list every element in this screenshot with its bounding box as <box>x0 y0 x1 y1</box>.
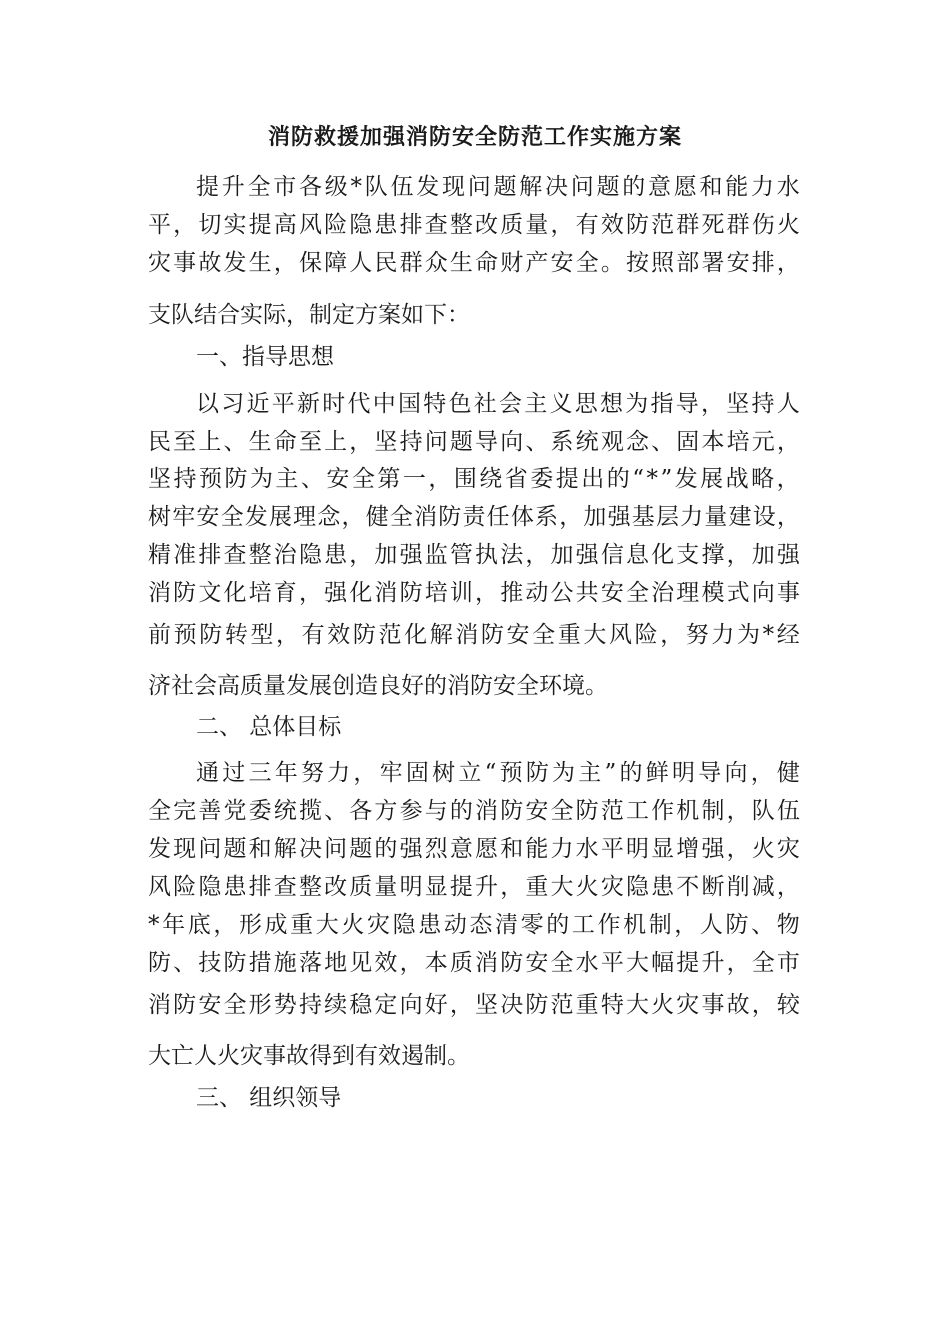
text-line: 平 ， 切 实 提 高 风 险 隐 患 排 查 整 改 质 量 ， 有 效 防 范 群 死 群 伤 火 <box>148 212 800 238</box>
text-line: 支队结合实际，制定方案如下： <box>148 302 470 328</box>
text-line: 发 现 问 题 和 解 决 问 题 的 强 烈 意 愿 和 能 力 水 平 明 显 增 强 ， 火 灾 <box>148 836 800 862</box>
section-heading: 二、 总体目标 <box>196 714 342 740</box>
text-line: 大亡人火灾事故得到有效遏制。 <box>148 1043 470 1069</box>
text-line: 精 准 排 查 整 治 隐 患 ， 加 强 监 管 执 法 ， 加 强 信 息 化 支 撑 ， 加 强 <box>148 542 800 568</box>
text-line: 提 升 全 市 各 级 * 队 伍 发 现 问 题 解 决 问 题 的 意 愿 和 能 力 水 <box>196 174 800 200</box>
text-line: 树 牢 安 全 发 展 理 念 ， 健 全 消 防 责 任 体 系 ， 加 强 基 层 力 量 建 设 ， <box>148 504 800 530</box>
text-line: 风 险 隐 患 排 查 整 改 质 量 明 显 提 升 ， 重 大 火 灾 隐 患 不 断 削 减 ， <box>148 874 800 900</box>
text-line: 灾 事 故 发 生 ， 保 障 人 民 群 众 生 命 财 产 安 全 。 按 照 部 署 安 排 ， <box>148 250 800 276</box>
text-line: 民 至 上 、 生 命 至 上 ， 坚 持 问 题 导 向 、 系 统 观 念 、 固 本 培 元 ， <box>148 429 800 455</box>
text-line: 防 、 技 防 措 施 落 地 见 效 ， 本 质 消 防 安 全 水 平 大 幅 提 升 ， 全 市 <box>148 950 800 976</box>
text-line: 通 过 三 年 努 力 ， 牢 固 树 立 “ 预 防 为 主 ” 的 鲜 明 导 向 ， 健 <box>196 760 800 786</box>
text-line: 济社会高质量发展创造良好的消防安全环境。 <box>148 673 608 699</box>
text-line: 前 预 防 转 型 ， 有 效 防 范 化 解 消 防 安 全 重 大 风 险 ， 努 力 为 * 经 <box>148 622 800 648</box>
text-line: * 年 底 ， 形 成 重 大 火 灾 隐 患 动 态 清 零 的 工 作 机 制 ， 人 防 、 物 <box>148 912 800 938</box>
text-line: 以 习 近 平 新 时 代 中 国 特 色 社 会 主 义 思 想 为 指 导 ， 坚 持 人 <box>196 391 800 417</box>
text-line: 消 防 安 全 形 势 持 续 稳 定 向 好 ， 坚 决 防 范 重 特 大 火 灾 事 故 ， 较 <box>148 992 800 1018</box>
text-line: 全 完 善 党 委 统 揽 、 各 方 参 与 的 消 防 安 全 防 范 工 作 机 制 ， 队 伍 <box>148 798 800 824</box>
document-title: 消防救援加强消防安全防范工作实施方案 <box>267 124 682 150</box>
text-line: 坚 持 预 防 为 主 、 安 全 第 一 ， 围 绕 省 委 提 出 的 “ * ” 发 展 战 略 ， <box>148 466 800 492</box>
section-heading: 一、指导思想 <box>196 344 334 370</box>
text-line: 消 防 文 化 培 育 ， 强 化 消 防 培 训 ， 推 动 公 共 安 全 治 理 模 式 向 事 <box>148 580 800 606</box>
section-heading: 三、 组织领导 <box>196 1085 342 1111</box>
